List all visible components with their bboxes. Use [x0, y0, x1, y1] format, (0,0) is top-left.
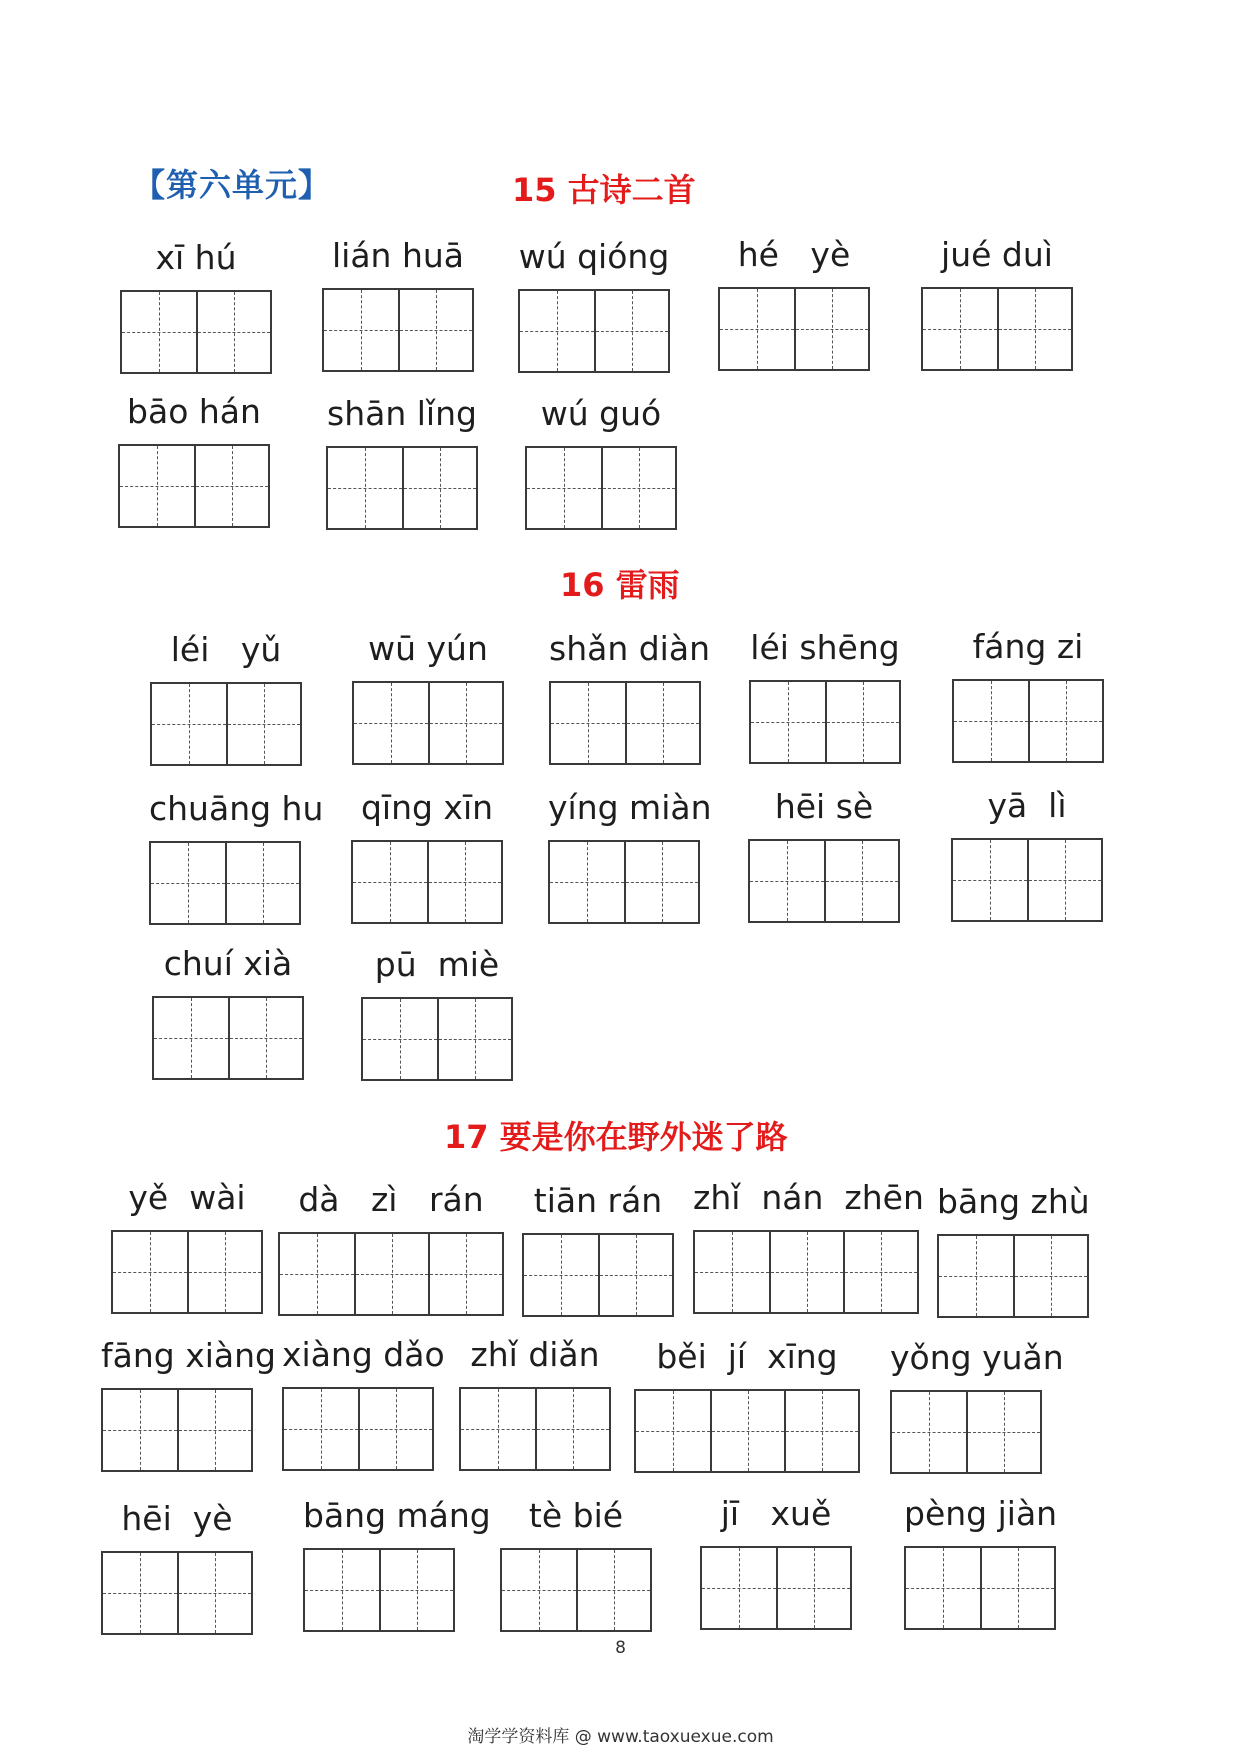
tianzige-cell[interactable] — [784, 1391, 858, 1471]
tianzige-cell[interactable] — [892, 1392, 966, 1472]
pinyin-label: yíng miàn — [548, 788, 712, 827]
tianzige-cell[interactable] — [324, 290, 398, 370]
pinyin-label: pèng jiàn — [904, 1494, 1058, 1533]
tianzige-cell[interactable] — [177, 1553, 251, 1633]
pinyin-label: tiān rán — [533, 1181, 663, 1220]
writing-grid[interactable] — [634, 1389, 860, 1473]
tianzige-cell[interactable] — [825, 682, 899, 762]
pinyin-label: yǒng yuǎn — [890, 1338, 1064, 1377]
tianzige-cell[interactable] — [1028, 681, 1102, 761]
tianzige-cell[interactable] — [776, 1548, 850, 1628]
tianzige-cell[interactable] — [980, 1548, 1054, 1628]
tianzige-cell[interactable] — [358, 1389, 432, 1469]
tianzige-cell[interactable] — [843, 1232, 917, 1312]
tianzige-cell[interactable] — [695, 1232, 769, 1312]
pinyin-label: dà zì rán — [298, 1180, 484, 1219]
tianzige-cell[interactable] — [398, 290, 472, 370]
writing-grid[interactable] — [352, 681, 504, 765]
tianzige-cell[interactable] — [502, 1550, 576, 1630]
pinyin-label: yā lì — [987, 786, 1067, 825]
writing-grid[interactable] — [951, 838, 1103, 922]
tianzige-cell[interactable] — [354, 1234, 428, 1314]
writing-grid[interactable] — [118, 444, 270, 528]
writing-grid[interactable] — [326, 446, 478, 530]
writing-grid[interactable] — [303, 1548, 455, 1632]
pinyin-label: pū miè — [374, 945, 500, 984]
tianzige-cell[interactable] — [196, 292, 270, 372]
pinyin-label: shān lǐng — [327, 394, 477, 433]
pinyin-label: bāng máng — [303, 1496, 491, 1535]
tianzige-cell[interactable] — [284, 1389, 358, 1469]
tianzige-cell[interactable] — [966, 1392, 1040, 1472]
tianzige-cell[interactable] — [194, 446, 268, 526]
writing-grid[interactable] — [101, 1551, 253, 1635]
writing-grid[interactable] — [120, 290, 272, 374]
pinyin-label: shǎn diàn — [549, 629, 710, 668]
tianzige-cell[interactable] — [710, 1391, 784, 1471]
tianzige-cell[interactable] — [939, 1236, 1013, 1316]
tianzige-cell[interactable] — [524, 1235, 598, 1315]
pinyin-label: wú guó — [540, 394, 662, 433]
writing-grid[interactable] — [278, 1232, 504, 1316]
lesson-title-16: 16 雷雨 — [560, 566, 680, 604]
tianzige-cell[interactable] — [428, 683, 502, 763]
tianzige-cell[interactable] — [636, 1391, 710, 1471]
writing-grid[interactable] — [921, 287, 1073, 371]
tianzige-cell[interactable] — [954, 681, 1028, 761]
tianzige-cell[interactable] — [280, 1234, 354, 1314]
tianzige-cell[interactable] — [550, 842, 624, 922]
pinyin-label: fáng zi — [972, 627, 1084, 666]
lesson-title-17: 17 要是你在野外迷了路 — [444, 1118, 788, 1156]
tianzige-cell[interactable] — [1027, 840, 1101, 920]
pinyin-label: bāng zhù — [937, 1182, 1090, 1221]
tianzige-cell[interactable] — [328, 448, 402, 528]
tianzige-cell[interactable] — [751, 682, 825, 762]
page-number: 8 — [615, 1638, 626, 1658]
writing-grid[interactable] — [525, 446, 677, 530]
tianzige-cell[interactable] — [551, 683, 625, 763]
tianzige-cell[interactable] — [598, 1235, 672, 1315]
tianzige-cell[interactable] — [997, 289, 1071, 369]
tianzige-cell[interactable] — [228, 998, 302, 1078]
writing-grid[interactable] — [459, 1387, 611, 1471]
writing-grid[interactable] — [149, 841, 301, 925]
tianzige-cell[interactable] — [402, 448, 476, 528]
lesson-title-15: 15 古诗二首 — [512, 171, 696, 209]
writing-grid[interactable] — [500, 1548, 652, 1632]
writing-grid[interactable] — [952, 679, 1104, 763]
tianzige-cell[interactable] — [354, 683, 428, 763]
writing-grid[interactable] — [937, 1234, 1089, 1318]
pinyin-label: tè bié — [528, 1496, 624, 1535]
tianzige-cell[interactable] — [824, 841, 898, 921]
writing-grid[interactable] — [282, 1387, 434, 1471]
tianzige-cell[interactable] — [437, 999, 511, 1079]
pinyin-label: qīng xīn — [360, 788, 494, 827]
tianzige-cell[interactable] — [720, 289, 794, 369]
writing-grid[interactable] — [890, 1390, 1042, 1474]
pinyin-label: hēi sè — [774, 787, 874, 826]
writing-grid[interactable] — [322, 288, 474, 372]
writing-grid[interactable] — [101, 1388, 253, 1472]
tianzige-cell[interactable] — [906, 1548, 980, 1628]
tianzige-cell[interactable] — [379, 1550, 453, 1630]
tianzige-cell[interactable] — [225, 843, 299, 923]
writing-grid[interactable] — [549, 681, 701, 765]
tianzige-cell[interactable] — [461, 1389, 535, 1469]
pinyin-label: wú qióng — [518, 237, 670, 276]
tianzige-cell[interactable] — [187, 1232, 261, 1312]
tianzige-cell[interactable] — [353, 842, 427, 922]
writing-grid[interactable] — [693, 1230, 919, 1314]
tianzige-cell[interactable] — [103, 1390, 177, 1470]
pinyin-label: jī xuě — [720, 1494, 832, 1533]
unit-title: 【第六单元】 — [133, 166, 332, 204]
tianzige-cell[interactable] — [305, 1550, 379, 1630]
tianzige-cell[interactable] — [103, 1553, 177, 1633]
pinyin-label: xī hú — [155, 238, 237, 277]
pinyin-label: léi yǔ — [170, 630, 282, 669]
tianzige-cell[interactable] — [427, 842, 501, 922]
writing-grid[interactable] — [904, 1546, 1056, 1630]
tianzige-cell[interactable] — [576, 1550, 650, 1630]
pinyin-label: zhǐ diǎn — [470, 1335, 600, 1374]
tianzige-cell[interactable] — [177, 1390, 251, 1470]
writing-grid[interactable] — [150, 682, 302, 766]
writing-grid[interactable] — [351, 840, 503, 924]
pinyin-label: yě wài — [128, 1178, 246, 1217]
pinyin-label: bāo hán — [127, 392, 261, 431]
tianzige-cell[interactable] — [363, 999, 437, 1079]
tianzige-cell[interactable] — [152, 684, 226, 764]
writing-grid[interactable] — [718, 287, 870, 371]
writing-grid[interactable] — [749, 680, 901, 764]
writing-grid[interactable] — [518, 289, 670, 373]
pinyin-label: léi shēng — [750, 628, 900, 667]
tianzige-cell[interactable] — [702, 1548, 776, 1628]
tianzige-cell[interactable] — [794, 289, 868, 369]
pinyin-label: chuāng hu — [149, 789, 324, 828]
tianzige-cell[interactable] — [625, 683, 699, 763]
writing-grid[interactable] — [111, 1230, 263, 1314]
pinyin-label: lián huā — [331, 236, 465, 275]
writing-grid[interactable] — [700, 1546, 852, 1630]
pinyin-label: hēi yè — [121, 1499, 233, 1538]
pinyin-label: wū yún — [368, 629, 488, 668]
tianzige-cell[interactable] — [923, 289, 997, 369]
tianzige-cell[interactable] — [122, 292, 196, 372]
writing-grid[interactable] — [548, 840, 700, 924]
tianzige-cell[interactable] — [601, 448, 675, 528]
pinyin-label: zhǐ nán zhēn — [693, 1178, 924, 1217]
tianzige-cell[interactable] — [594, 291, 668, 371]
tianzige-cell[interactable] — [527, 448, 601, 528]
tianzige-cell[interactable] — [428, 1234, 502, 1314]
pinyin-label: fāng xiàng — [101, 1336, 276, 1375]
tianzige-cell[interactable] — [953, 840, 1027, 920]
pinyin-label: běi jí xīng — [656, 1337, 838, 1376]
tianzige-cell[interactable] — [154, 998, 228, 1078]
pinyin-label: jué duì — [941, 235, 1053, 274]
tianzige-cell[interactable] — [113, 1232, 187, 1312]
writing-grid[interactable] — [522, 1233, 674, 1317]
tianzige-cell[interactable] — [535, 1389, 609, 1469]
tianzige-cell[interactable] — [520, 291, 594, 371]
footer-watermark: 淘学学资料库 @ www.taoxuexue.com — [467, 1727, 774, 1747]
tianzige-cell[interactable] — [750, 841, 824, 921]
tianzige-cell[interactable] — [226, 684, 300, 764]
tianzige-cell[interactable] — [769, 1232, 843, 1312]
tianzige-cell[interactable] — [1013, 1236, 1087, 1316]
writing-grid[interactable] — [361, 997, 513, 1081]
pinyin-label: xiàng dǎo — [282, 1335, 445, 1374]
writing-grid[interactable] — [748, 839, 900, 923]
writing-grid[interactable] — [152, 996, 304, 1080]
tianzige-cell[interactable] — [151, 843, 225, 923]
tianzige-cell[interactable] — [624, 842, 698, 922]
pinyin-label: chuí xià — [163, 944, 293, 983]
tianzige-cell[interactable] — [120, 446, 194, 526]
pinyin-label: hé yè — [737, 235, 851, 274]
